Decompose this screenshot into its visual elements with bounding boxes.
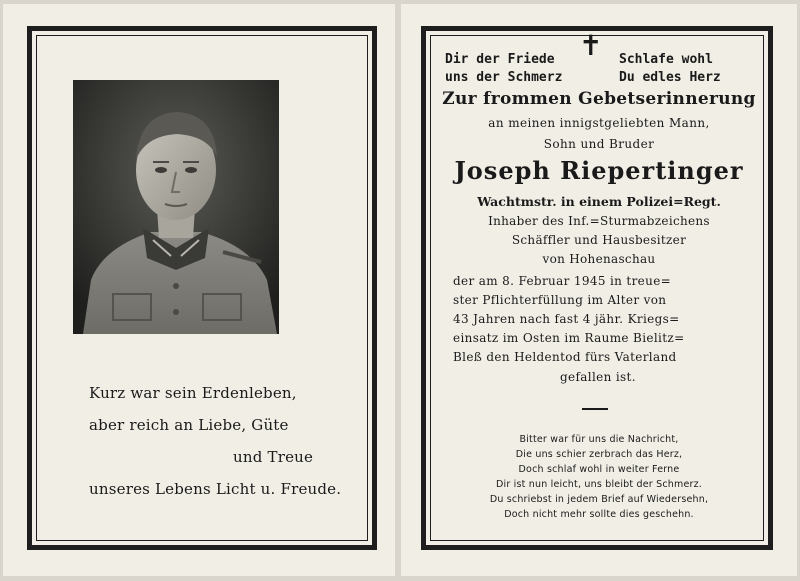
motto-right-line-2: Du edles Herz	[619, 70, 721, 85]
poem-line-3: Doch schlaf wohl in weiter Ferne	[518, 464, 680, 475]
separator-dash	[582, 408, 608, 410]
rank-line: Wachtmstr. in einem Polizei=Regt.	[477, 194, 721, 209]
motto-left-line-2: uns der Schmerz	[445, 70, 563, 85]
poem-line-2: Die uns schier zerbrach das Herz,	[515, 449, 683, 460]
verse-line-1: Kurz war sein Erdenleben,	[89, 384, 297, 402]
portrait-photo	[73, 80, 279, 334]
poem-line-5: Du schriebst in jedem Brief auf Wiedersehn,	[489, 494, 709, 505]
poem-line-6: Doch nicht mehr sollte dies geschehn.	[504, 509, 694, 520]
relation-line: Sohn und Bruder	[543, 137, 655, 151]
poem-line-1: Bitter war für uns die Nachricht,	[519, 434, 679, 445]
occupation-line: Schäffler und Hausbesitzer	[511, 233, 687, 247]
body-line-4: einsatz im Osten im Raume Bielitz=	[453, 331, 685, 345]
body-line-3: 43 Jahren nach fast 4 jähr. Kriegs=	[453, 312, 680, 326]
verse-line-2: aber reich an Liebe, Güte	[89, 416, 289, 434]
body-line-6: gefallen ist.	[560, 370, 636, 384]
soldier-portrait-image	[73, 80, 279, 334]
body-line-2: ster Pflichterfüllung im Alter von	[453, 293, 667, 307]
body-line-1: der am 8. Februar 1945 in treue=	[453, 274, 672, 288]
poem-line-4: Dir ist nun leicht, uns bleibt der Schmerz.	[495, 479, 703, 490]
body-line-5: Bleß den Heldentod fürs Vaterland	[453, 350, 677, 364]
motto-left-line-1: Dir der Friede	[445, 52, 555, 67]
left-card-panel	[3, 4, 395, 576]
motto-right-line-1: Schlafe wohl	[619, 52, 713, 67]
decoration-line: Inhaber des Inf.=Sturmabzeichens	[488, 214, 710, 228]
right-card-panel	[401, 4, 797, 576]
cross-icon: ✝	[579, 29, 603, 62]
deceased-name: Joseph Riepertinger	[454, 156, 744, 185]
verse-line-3: und Treue	[233, 448, 314, 466]
dedication-line: an meinen innigstgeliebten Mann,	[488, 116, 710, 130]
hometown-line: von Hohenaschau	[542, 252, 656, 266]
verse-line-4: unseres Lebens Licht u. Freude.	[89, 480, 342, 498]
heading: Zur frommen Gebetserinnerung	[442, 89, 756, 109]
